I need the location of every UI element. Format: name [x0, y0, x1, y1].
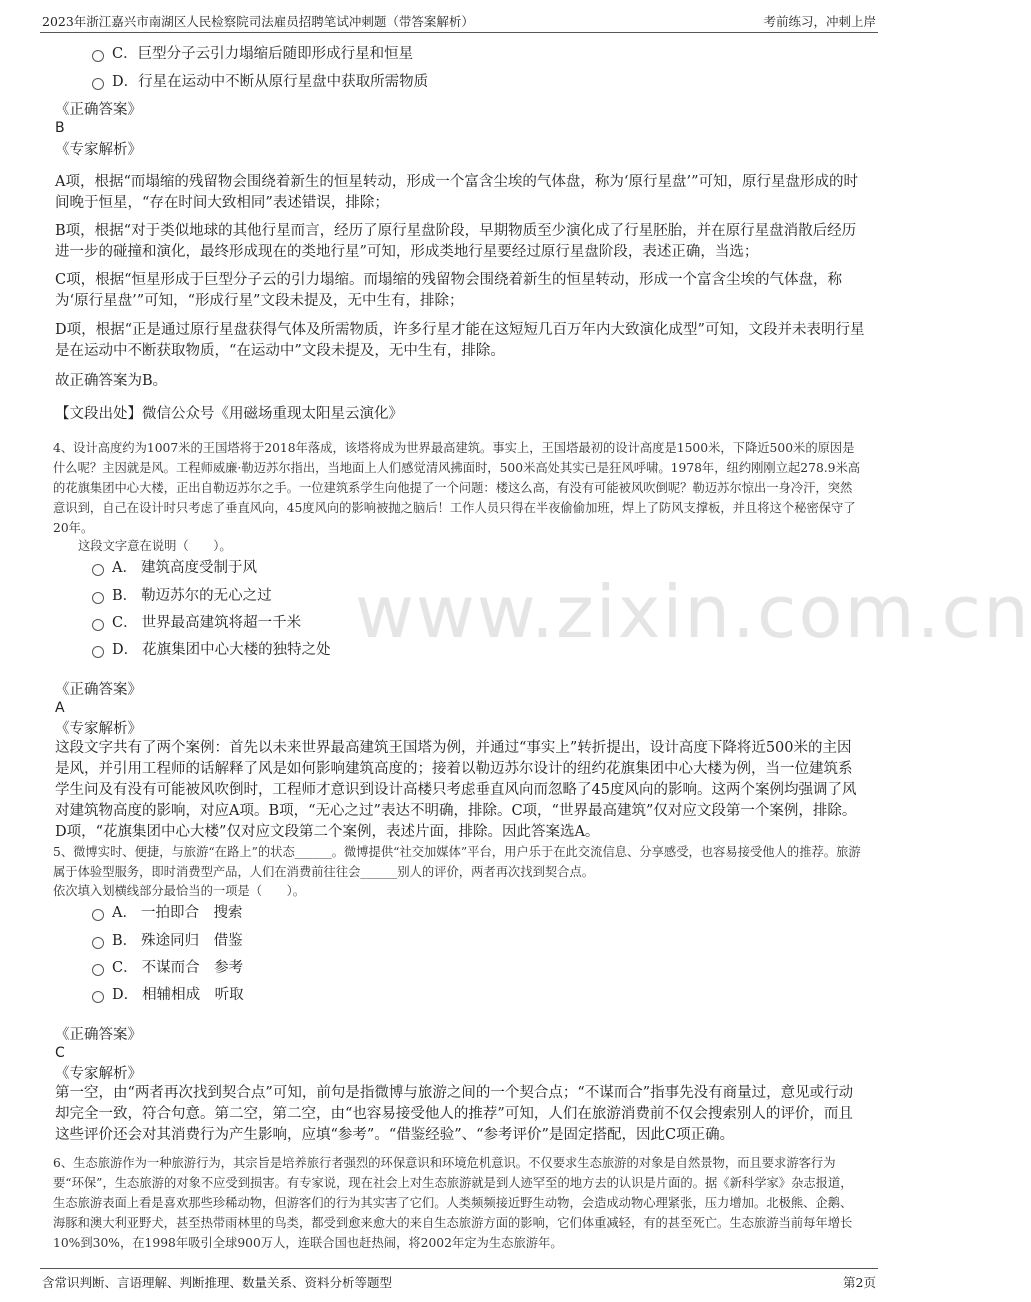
q5-option-a[interactable]: [92, 903, 242, 923]
q4-question: 这段文字意在说明（ ）。: [78, 539, 232, 553]
option-text: 一拍即合 搜索: [140, 905, 243, 921]
q4-analysis: 这段文字共有了两个案例：首先以未来世界最高建筑王国塔为例，并通过“事实上”转折提出，设计高度下降将近500米的主因是风，并引用工程师的话解释了风是如何影响建筑高度的；接着以勒迈苏尔设计的纽约花旗集团中心大楼为例，当一位建筑系学生问及有没有可能被风吹倒时，工程师才意识到设计高楼只考虑垂直风向而忽略了45度风向的影响。这两个案例均强调了风对建筑物高度的影响，对应A项。B项，“无心之过”表达不明确，排除。C项，“世界最高建筑”仅对应文段第一个案例，排除。D项，“花旗集团中心大楼”仅对应文段第二个案例，表述片面，排除。因此答案选A。: [55, 740, 857, 840]
q4-stem: 4、设计高度约为1007米的王国塔将于2018年落成，该塔将成为世界最高建筑。事实上，王国塔最初的设计高度是1500米，下降近500米的原因是什么呢？主因就是风。工程师威廉·勒迈苏尔指出，当地面上人们感觉清风拂面时，500米高处其实已是狂风呼啸。1978年，纽约刚刚立起278.9米高的花旗集团中心大楼，正出自勒迈苏尔之手。一位建筑系学生向他提了一个问题：楼这么高，有没有可能被风吹倒呢？勒迈苏尔惊出一身冷汗，突然意识到，自己在设计时只考虑了垂直风向，45度风向的影响被抛之脑后！工作人员只得在半夜偷偷加班，焊上了防风支撑板，并且将这个秘密保守了20年。: [53, 441, 861, 535]
q4-option-b[interactable]: [92, 586, 272, 606]
q5-stem: 5、微博实时、便捷，与旅游“在路上”的状态______。微博提供“社交加媒体”平台，用户乐于在此交流信息、分享感受，也容易接受他人的推荐。旅游属于体验型服务，即时消费型产品，人们在消费前往往会______别人的评价，两者再次找到契合点。: [53, 845, 861, 879]
q3-analysis-a: A项，根据“而塌缩的残留物会围绕着新生的恒星转动，形成一个富含尘埃的气体盘，称为‘原行星盘’”可知，原行星盘形成的时间晚于恒星，“存在时间大致相同”表述错误，排除；: [55, 174, 859, 211]
option-key: C．: [112, 960, 138, 976]
page-number: 第2页: [843, 1275, 876, 1290]
option-text: 殊途同归 借鉴: [141, 933, 243, 949]
radio-icon[interactable]: [92, 592, 104, 604]
q5-analysis: 第一空，由“两者再次找到契合点”可知，前句是指微博与旅游之间的一个契合点；“不谋而合”指事先没有商量过，意见或行动却完全一致，符合句意。第二空，第二空，由“也容易接受他人的推荐”可知，人们在旅游消费前不仅会搜索别人的评价，而且这些评价还会对其消费行为产生影响，应填“参考”。“借鉴经验”、“参考评价”是固定搭配，因此C项正确。: [55, 1085, 854, 1143]
option-key: D．: [112, 74, 139, 90]
q3-answer: B: [55, 120, 65, 136]
watermark: www.zixin.com.cn: [355, 570, 1031, 654]
q3-analysis-c: C项，根据“恒星形成于巨型分子云的引力塌缩。而塌缩的残留物会围绕着新生的恒星转动，形成一个富含尘埃的气体盘，称为‘原行星盘’”可知，“形成行星”文段未提及，无中生有，排除；: [55, 272, 843, 309]
q3-option-d[interactable]: [92, 72, 428, 92]
option-key: A．: [112, 560, 137, 576]
q5-answer: C: [55, 1045, 65, 1061]
q3-source: 【文段出处】微信公众号《用磁场重现太阳星云演化》: [55, 406, 403, 422]
radio-icon[interactable]: [92, 937, 104, 949]
q4-analysis-label: 《专家解析》: [55, 721, 142, 737]
header-slogan: 考前练习，冲刺上岸: [763, 14, 876, 29]
radio-icon[interactable]: [92, 991, 104, 1003]
q3-analysis-d: D项，根据“正是通过原行星盘获得气体及所需物质，许多行星才能在这短短几百万年内大致演化成型”可知，文段并未表明行星是在运动中不断获取物质，“在运动中”文段未提及，无中生有，排除。: [55, 322, 865, 359]
q3-answer-label: 《正确答案》: [55, 102, 142, 118]
q3-analysis-b: B项，根据“对于类似地球的其他行星而言，经历了原行星盘阶段，早期物质至少演化成了行星胚胎，并在原行星盘消散后经历进一步的碰撞和演化，最终形成现在的类地行星”可知，形成类地行星要经过原行星盘阶段，表述正确，当选；: [55, 223, 857, 260]
q4-answer-label: 《正确答案》: [55, 682, 142, 698]
radio-icon[interactable]: [92, 619, 104, 631]
option-key: C．: [112, 46, 138, 62]
radio-icon[interactable]: [92, 964, 104, 976]
option-key: D．: [112, 642, 139, 658]
radio-icon[interactable]: [92, 78, 104, 90]
q3-conclusion: 故正确答案为B。: [55, 373, 168, 389]
option-text: 相辅相成 听取: [142, 987, 244, 1003]
q3-analysis-label: 《专家解析》: [55, 142, 142, 158]
option-text: 建筑高度受制于风: [140, 560, 257, 576]
option-text: 行星在运动中不断从原行星盘中获取所需物质: [138, 74, 429, 90]
q5-option-b[interactable]: [92, 931, 243, 951]
q4-option-c[interactable]: [92, 613, 301, 633]
option-key: D．: [112, 987, 139, 1003]
radio-icon[interactable]: [92, 646, 104, 658]
q5-option-d[interactable]: [92, 985, 244, 1005]
option-key: B．: [112, 933, 138, 949]
q4-option-a[interactable]: [92, 558, 257, 578]
q6-stem: 6、生态旅游作为一种旅游行为，其宗旨是培养旅行者强烈的环保意识和环境危机意识。不仅要求生态旅游的对象是自然景物，而且要求游客行为要“环保”，生态旅游的对象不应受到损害。有专家说，现在社会上对生态旅游就是到人迹罕至的地方去的认识是片面的。据《新科学家》杂志报道，生态旅游表面上看是喜欢那些珍稀动物，但游客们的行为其实害了它们。人类频频接近野生动物，会造成动物心理紧张，压力增加。北极熊、企鹅、海豚和澳大利亚野犬，甚至热带雨林里的鸟类，都受到愈来愈大的来自生态旅游方面的影响，它们体重减轻，有的甚至死亡。生态旅游当前每年增长10%到30%，在1998年吸引全球900万人，连联合国也赶热闹，将2002年定为生态旅游年。: [53, 1156, 853, 1250]
option-text: 巨型分子云引力塌缩后随即形成行星和恒星: [137, 46, 414, 62]
option-key: C．: [112, 615, 138, 631]
radio-icon[interactable]: [92, 50, 104, 62]
page-header: [40, 10, 878, 33]
option-key: B．: [112, 588, 138, 604]
option-text: 不谋而合 参考: [141, 960, 244, 976]
q5-analysis-label: 《专家解析》: [55, 1066, 142, 1082]
footer-note: 含常识判断、言语理解、判断推理、数量关系、资料分析等题型: [42, 1275, 393, 1290]
q4-option-d[interactable]: [92, 640, 331, 660]
option-key: A．: [112, 905, 137, 921]
page-footer: [40, 1268, 878, 1299]
option-text: 世界最高建筑将超一千米: [141, 615, 302, 631]
q3-option-c[interactable]: [92, 44, 413, 64]
q5-answer-label: 《正确答案》: [55, 1027, 142, 1043]
q4-answer: A: [55, 700, 65, 716]
header-title: 2023年浙江嘉兴市南湖区人民检察院司法雇员招聘笔试冲刺题（带答案解析）: [42, 14, 474, 29]
q5-option-c[interactable]: [92, 958, 243, 978]
option-text: 勒迈苏尔的无心之过: [141, 588, 272, 604]
radio-icon[interactable]: [92, 909, 104, 921]
q5-question: 依次填入划横线部分最恰当的一项是（ ）。: [53, 884, 306, 898]
option-text: 花旗集团中心大楼的独特之处: [142, 642, 331, 658]
radio-icon[interactable]: [92, 564, 104, 576]
